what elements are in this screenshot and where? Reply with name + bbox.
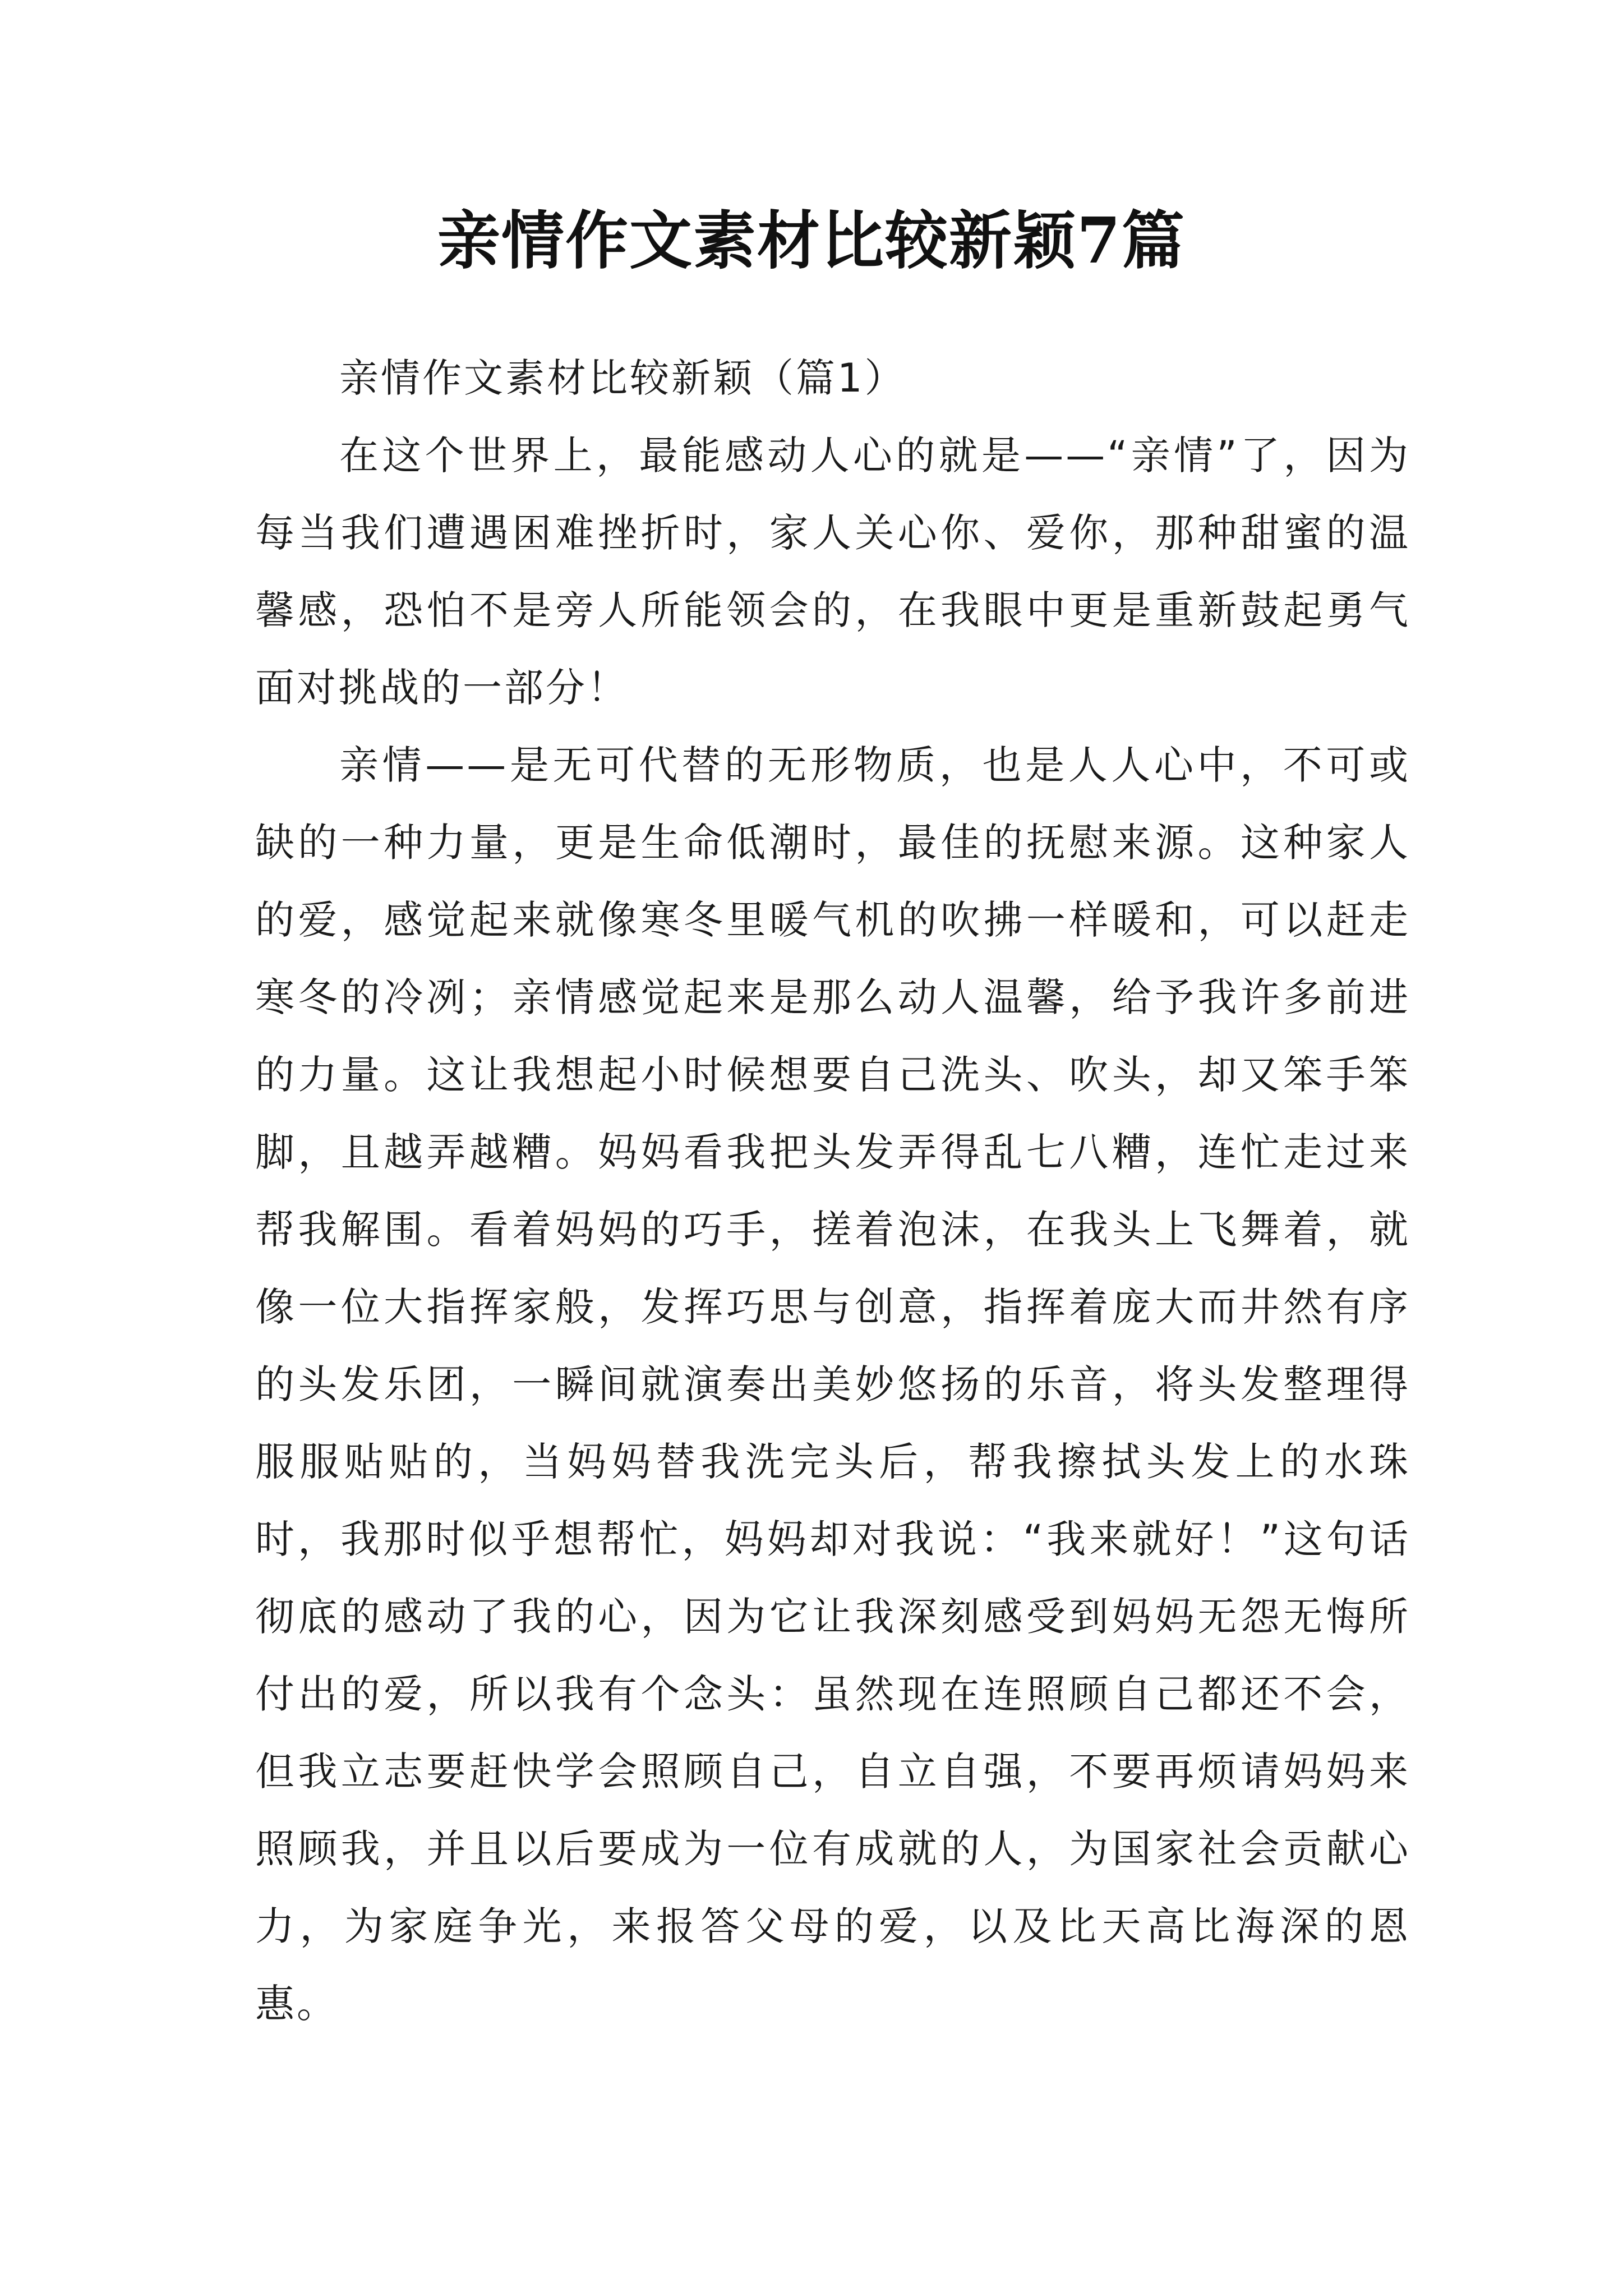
section-heading: 亲情作文素材比较新颖（篇1） — [339, 355, 906, 401]
document-title: 亲情作文素材比较新颖7篇 — [437, 204, 1186, 278]
paragraph-1: 在这个世界上，最能感动人心的就是——“亲情”了，因为每当我们遭遇困难挫折时，家人关心你、爱你，那种甜蜜的温馨感，恐怕不是旁人所能领会的，在我眼中更是重新鼓起勇气面对挑战的一部分！ — [255, 432, 1410, 711]
document-body — [255, 339, 1410, 2042]
paragraph-2: 亲情——是无可代替的无形物质，也是人人心中，不可或缺的一种力量，更是生命低潮时，最佳的抚慰来源。这种家人的爱，感觉起来就像寒冬里暖气机的吹拂一样暖和，可以赶走寒冬的冷冽；亲情感觉起来是那么动人温馨，给予我许多前进的力量。这让我想起小时候想要自己洗头、吹头，却又笨手笨脚，且越弄越糟。妈妈看我把头发弄得乱七八糟，连忙走过来帮我解围。看着妈妈的巧手，搓着泡沫，在我头上飞舞着，就像一位大指挥家般，发挥巧思与创意，指挥着庞大而井然有序的头发乐团，一瞬间就演奏出美妙悠扬的乐音，将头发整理得服服贴贴的，当妈妈替我洗完头后，帮我擦拭头发上的水珠时，我那时似乎想帮忙，妈妈却对我说：“我来就好！”这句话彻底的感动了我的心，因为它让我深刻感受到妈妈无怨无悔所付出的爱，所以我有个念头：虽然现在连照顾自己都还不会，但我立志要赶快学会照顾自己，自立自强，不要再烦请妈妈来照顾我，并且以后要成为一位有成就的人，为国家社会贡献心力，为家庭争光，来报答父母的爱，以及比天高比海深的恩惠。 — [255, 742, 1410, 2027]
